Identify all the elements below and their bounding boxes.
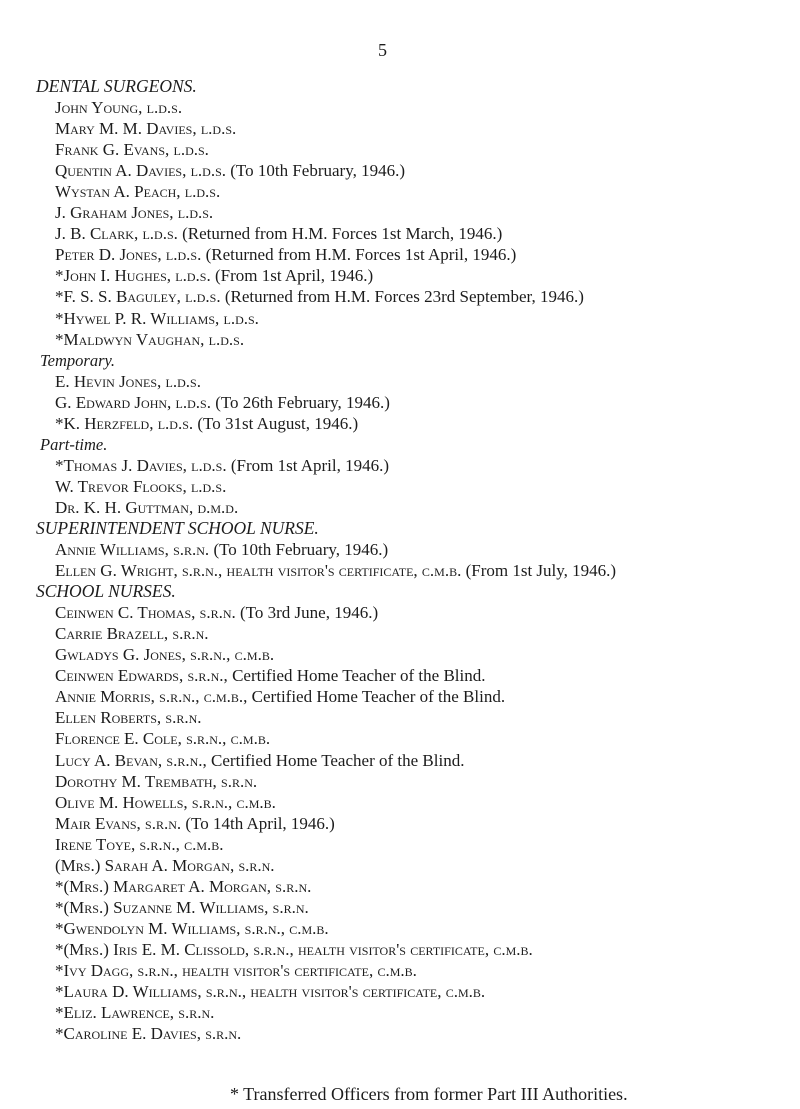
staff-name: *(Mrs.) Suzanne M. Williams, s.r.n. [55,897,309,917]
staff-entry [0,918,800,939]
staff-name: Carrie Brazell, s.r.n. [55,624,209,644]
staff-entry [0,160,800,181]
staff-name: *Maldwyn Vaughan, l.d.s. [55,329,245,349]
staff-note: (Returned from H.M. Forces 1st April, 1946.) [205,245,517,265]
staff-entry [0,644,800,665]
staff-entry [0,771,800,792]
staff-name: Olive M. Howells, s.r.n., c.m.b. [55,792,276,812]
staff-name: *Caroline E. Davies, s.r.n. [55,1024,242,1044]
staff-entry [0,308,800,329]
staff-entry [0,1023,800,1044]
staff-entry [0,371,800,392]
staff-name: Wystan A. Peach, l.d.s. [55,182,221,202]
staff-name: Annie Williams, s.r.n. [55,540,210,560]
staff-entry [0,813,800,834]
staff-entry [0,750,800,771]
staff-note: (From 1st April, 1946.) [214,266,374,286]
footnote: * Transferred Officers from former Part III Authorities. [230,1084,628,1104]
staff-name: *Laura D. Williams, s.r.n., health visitor's certificate, c.m.b. [55,982,486,1002]
staff-entry [0,244,800,265]
staff-note: (From 1st April, 1946.) [230,455,390,475]
staff-name: J. Graham Jones, l.d.s. [55,203,214,223]
staff-name: *Ivy Dagg, s.r.n., health visitor's certificate, c.m.b. [55,960,417,980]
page-number: 5 [378,40,387,60]
staff-entry [0,97,800,118]
staff-entry [0,834,800,855]
staff-name: Florence E. Cole, s.r.n., c.m.b. [55,729,271,749]
staff-name: Dorothy M. Trembath, s.r.n. [55,771,258,791]
staff-entry [0,223,800,244]
staff-name: Mary M. M. Davies, l.d.s. [55,119,237,139]
staff-name: John Young, l.d.s. [55,98,183,118]
staff-name: Annie Morris, s.r.n., c.m.b., [55,687,248,707]
staff-entry [0,329,800,350]
staff-name: Ceinwen Edwards, s.r.n., [55,666,228,686]
staff-entry [0,560,800,581]
subsection-heading: Temporary. [40,350,116,370]
staff-name: Mair Evans, s.r.n. [55,813,182,833]
staff-name: Ellen Roberts, s.r.n. [55,708,202,728]
staff-entry [0,897,800,918]
staff-note: (To 14th April, 1946.) [185,813,335,833]
staff-name: *John I. Hughes, l.d.s. [55,266,211,286]
staff-note: Certified Home Teacher of the Blind. [211,750,465,770]
staff-name: *Hywel P. R. Williams, l.d.s. [55,308,259,328]
staff-name: Peter D. Jones, l.d.s. [55,245,202,265]
staff-entry [0,939,800,960]
staff-entry [0,392,800,413]
subsection-heading: Part-time. [40,434,108,454]
staff-entry [0,118,800,139]
section-heading: SCHOOL NURSES. [36,581,176,602]
staff-note: (From 1st July, 1946.) [465,561,617,581]
staff-note: Certified Home Teacher of the Blind. [232,666,486,686]
staff-entry [0,707,800,728]
staff-note: (To 10th February, 1946.) [213,540,389,560]
staff-list [0,76,800,1044]
staff-note: (Returned from H.M. Forces 23rd September, 1946.) [224,287,584,307]
staff-name: *(Mrs.) Iris E. M. Clissold, s.r.n., health visitor's certificate, c.m.b. [55,939,533,959]
staff-entry [0,413,800,434]
staff-name: G. Edward John, l.d.s. [55,392,211,412]
staff-entry [0,855,800,876]
staff-entry [0,623,800,644]
staff-name: *(Mrs.) Margaret A. Morgan, s.r.n. [55,876,312,896]
staff-name: *K. Herzfeld, l.d.s. [55,413,194,433]
staff-entry [0,602,800,623]
staff-entry [0,981,800,1002]
staff-name: *F. S. S. Baguley, l.d.s. [55,287,221,307]
staff-name: W. Trevor Flooks, l.d.s. [55,476,227,496]
staff-entry [0,960,800,981]
staff-entry [0,665,800,686]
staff-note: (To 26th February, 1946.) [215,392,390,412]
staff-entry [0,876,800,897]
staff-name: Lucy A. Bevan, s.r.n., [55,750,207,770]
staff-name: (Mrs.) Sarah A. Morgan, s.r.n. [55,855,275,875]
staff-entry [0,497,800,518]
staff-name: *Thomas J. Davies, l.d.s. [55,455,227,475]
staff-entry [0,139,800,160]
staff-name: Ceinwen C. Thomas, s.r.n. [55,603,236,623]
staff-entry [0,286,800,307]
staff-note: (To 31st August, 1946.) [197,413,359,433]
staff-name: Ellen G. Wright, s.r.n., health visitor's certificate, c.m.b. [55,561,462,581]
staff-entry [0,476,800,497]
staff-entry [0,202,800,223]
section-heading: SUPERINTENDENT SCHOOL NURSE. [36,517,319,538]
section-heading: DENTAL SURGEONS. [36,76,197,96]
staff-name: Gwladys G. Jones, s.r.n., c.m.b. [55,645,275,665]
staff-entry [0,455,800,476]
staff-entry [0,181,800,202]
staff-name: *Gwendolyn M. Williams, s.r.n., c.m.b. [55,918,329,938]
staff-entry [0,728,800,749]
staff-entry [0,686,800,707]
staff-note: (To 10th February, 1946.) [230,161,406,181]
staff-entry [0,539,800,560]
staff-note: (Returned from H.M. Forces 1st March, 1946.) [182,224,503,244]
staff-name: Dr. K. H. Guttman, d.m.d. [55,497,239,517]
staff-name: *Eliz. Lawrence, s.r.n. [55,1003,215,1023]
staff-name: J. B. Clark, l.d.s. [55,224,178,244]
staff-entry [0,1002,800,1023]
staff-name: Irene Toye, s.r.n., c.m.b. [55,834,224,854]
staff-entry [0,265,800,286]
staff-entry [0,792,800,813]
staff-name: Quentin A. Davies, l.d.s. [55,161,227,181]
staff-name: E. Hevin Jones, l.d.s. [55,371,201,391]
staff-note: Certified Home Teacher of the Blind. [251,687,506,707]
staff-name: Frank G. Evans, l.d.s. [55,140,209,160]
staff-note: (To 3rd June, 1946.) [240,603,379,623]
